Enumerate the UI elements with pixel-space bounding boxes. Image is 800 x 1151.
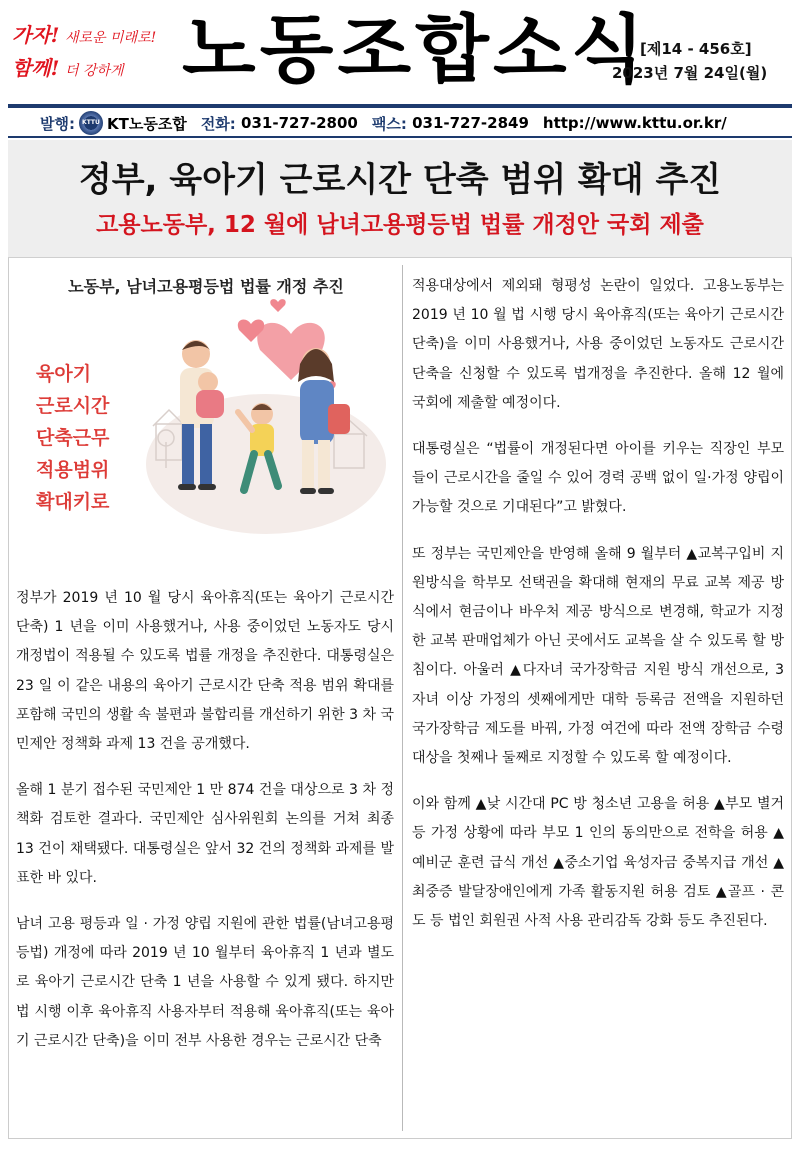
kttu-logo-icon: KTTU [79, 111, 103, 135]
slogan-1b: 새로운 미래로! [65, 30, 157, 46]
illustration-line: 확대키로 [36, 491, 110, 513]
article-illustration [16, 264, 396, 564]
article-paragraph: 또 정부는 국민제안을 반영해 올해 9 월부터 ▲교복구입비 지원방식을 학부모 선택권을 확대해 현재의 무료 교복 제공 방식에서 현금이나 바우처 제공 방식으로 변경해, 학교가 지정한 교복 판매업체가 아닌 곳에서도 교복을 살 수 있도록 할 방침이다. 아울러 ▲다자녀 국가장학금 지원 방식 개선으로, 3 자녀 이상 가정의 셋째에게만 대학 등록금 전액을 지원하던 국가장학금 제도를 바꿔, 가정 여건에 따라 전액 장학금 수령 대상을 첫째나 둘째로 지정할 수 있도록 할 예정이다. [412, 545, 784, 767]
issue-date: 2023년 7월 24일(월) [612, 64, 768, 82]
illustration-line: 단축근무 [36, 427, 110, 449]
slogan-2a: 함께! [12, 56, 60, 80]
slogan [12, 20, 177, 86]
article-paragraph: 정부가 2019 년 10 월 당시 육아휴직(또는 육아기 근로시간 단축) 1 년을 이미 사용했거나, 사용 중이었던 노동자도 당시 개정법이 적용될 수 있도록 법률 개정을 추진한다. 대통령실은 23 일 이 같은 내용의 육아기 근로시간 단축 적용 범위 확대를 포함해 국민의 생활 속 불편과 불합리를 개선하기 위한 3 차 국민제안 정책화 과제 13 건을 공개했다. [16, 590, 394, 753]
illustration-caption: 노동부, 남녀고용평등법 법률 개정 추진 [68, 277, 344, 296]
publisher-bar [40, 110, 741, 136]
fax-label: 팩스: [371, 114, 407, 133]
article-paragraph: 적용대상에서 제외돼 형평성 논란이 일었다. 고용노동부는 2019 년 10 월 법 시행 당시 육아휴직(또는 육아기 근로시간 단축)을 이미 사용했거나, 사용 중이었던 노동자도 근로시간 단축을 신청할 수 있도록 법개정을 추진한다. 올해 12 월에 국회에 제출할 예정이다. [412, 278, 784, 411]
newsletter-title: 노동조합소식 [182, 7, 649, 93]
illustration-line: 근로시간 [36, 395, 110, 417]
article-paragraph: 올해 1 분기 접수된 국민제안 1 만 874 건을 대상으로 3 차 정책화 검토한 결과다. 국민제안 심사위원회 논의를 거쳐 최종 13 건이 채택됐다. 대통령실은 앞서 32 건의 정책화 과제를 발표한 바 있다. [16, 782, 394, 886]
article-headline: 정부, 육아기 근로시간 단축 범위 확대 추진 [78, 160, 722, 200]
article-paragraph: 대통령실은 “법률이 개정된다면 아이를 키우는 직장인 부모들이 근로시간을 줄일 수 있어 경력 공백 없이 일·가정 양립이 가능할 것으로 기대된다”고 밝혔다. [412, 441, 784, 516]
illustration-line: 적용범위 [36, 459, 110, 481]
publisher-label: 발행: [40, 114, 75, 133]
publisher-rule [8, 136, 792, 138]
article-body-left [16, 584, 394, 1073]
illustration-line: 육아기 [36, 363, 92, 385]
slogan-2b: 더 강하게 [65, 63, 124, 79]
website-url[interactable]: http://www.kttu.or.kr/ [542, 114, 727, 132]
masthead [0, 0, 800, 104]
issue-number: [제14 - 456호] [640, 40, 752, 58]
phone-number: 031-727-2800 [241, 114, 358, 132]
phone-label: 전화: [200, 114, 236, 133]
fax-number: 031-727-2849 [412, 114, 529, 132]
family-illustration-icon [16, 264, 396, 564]
article-subhead: 고용노동부, 12 월에 남녀고용평등법 법률 개정안 국회 제출 [96, 212, 704, 238]
article-paragraph: 이와 함께 ▲낮 시간대 PC 방 청소년 고용을 허용 ▲부모 별거 등 가정 상황에 따라 부모 1 인의 동의만으로 전학을 허용 ▲예비군 훈련 급식 개선 ▲중소기업 육성자금 중복지급 개선 ▲최중증 발달장애인에게 가족 활동지원 허용 검토 ▲골프 · 콘도 등 법인 회원권 사적 사용 관리감독 강화 등도 추진된다. [412, 796, 784, 930]
slogan-1a: 가자! [12, 23, 60, 47]
publisher-name: KT노동조합 [106, 114, 187, 133]
masthead-rule [8, 104, 792, 108]
column-divider [402, 265, 403, 1131]
article-paragraph: 남녀 고용 평등과 일 · 가정 양립 지원에 관한 법률(남녀고용평등법) 개정에 따라 2019 년 10 월부터 육아휴직 1 년과 별도로 육아기 근로시간 단축 1 년을 사용할 수 있게 됐다. 하지만 법 시행 이후 육아휴직 사용자부터 적용해 육아휴직(또는 육아기 근로시간 단축)을 이미 전부 사용한 경우는 근로시간 단축 [16, 916, 394, 1049]
article-body-right [412, 272, 784, 953]
headline-box [8, 140, 792, 258]
